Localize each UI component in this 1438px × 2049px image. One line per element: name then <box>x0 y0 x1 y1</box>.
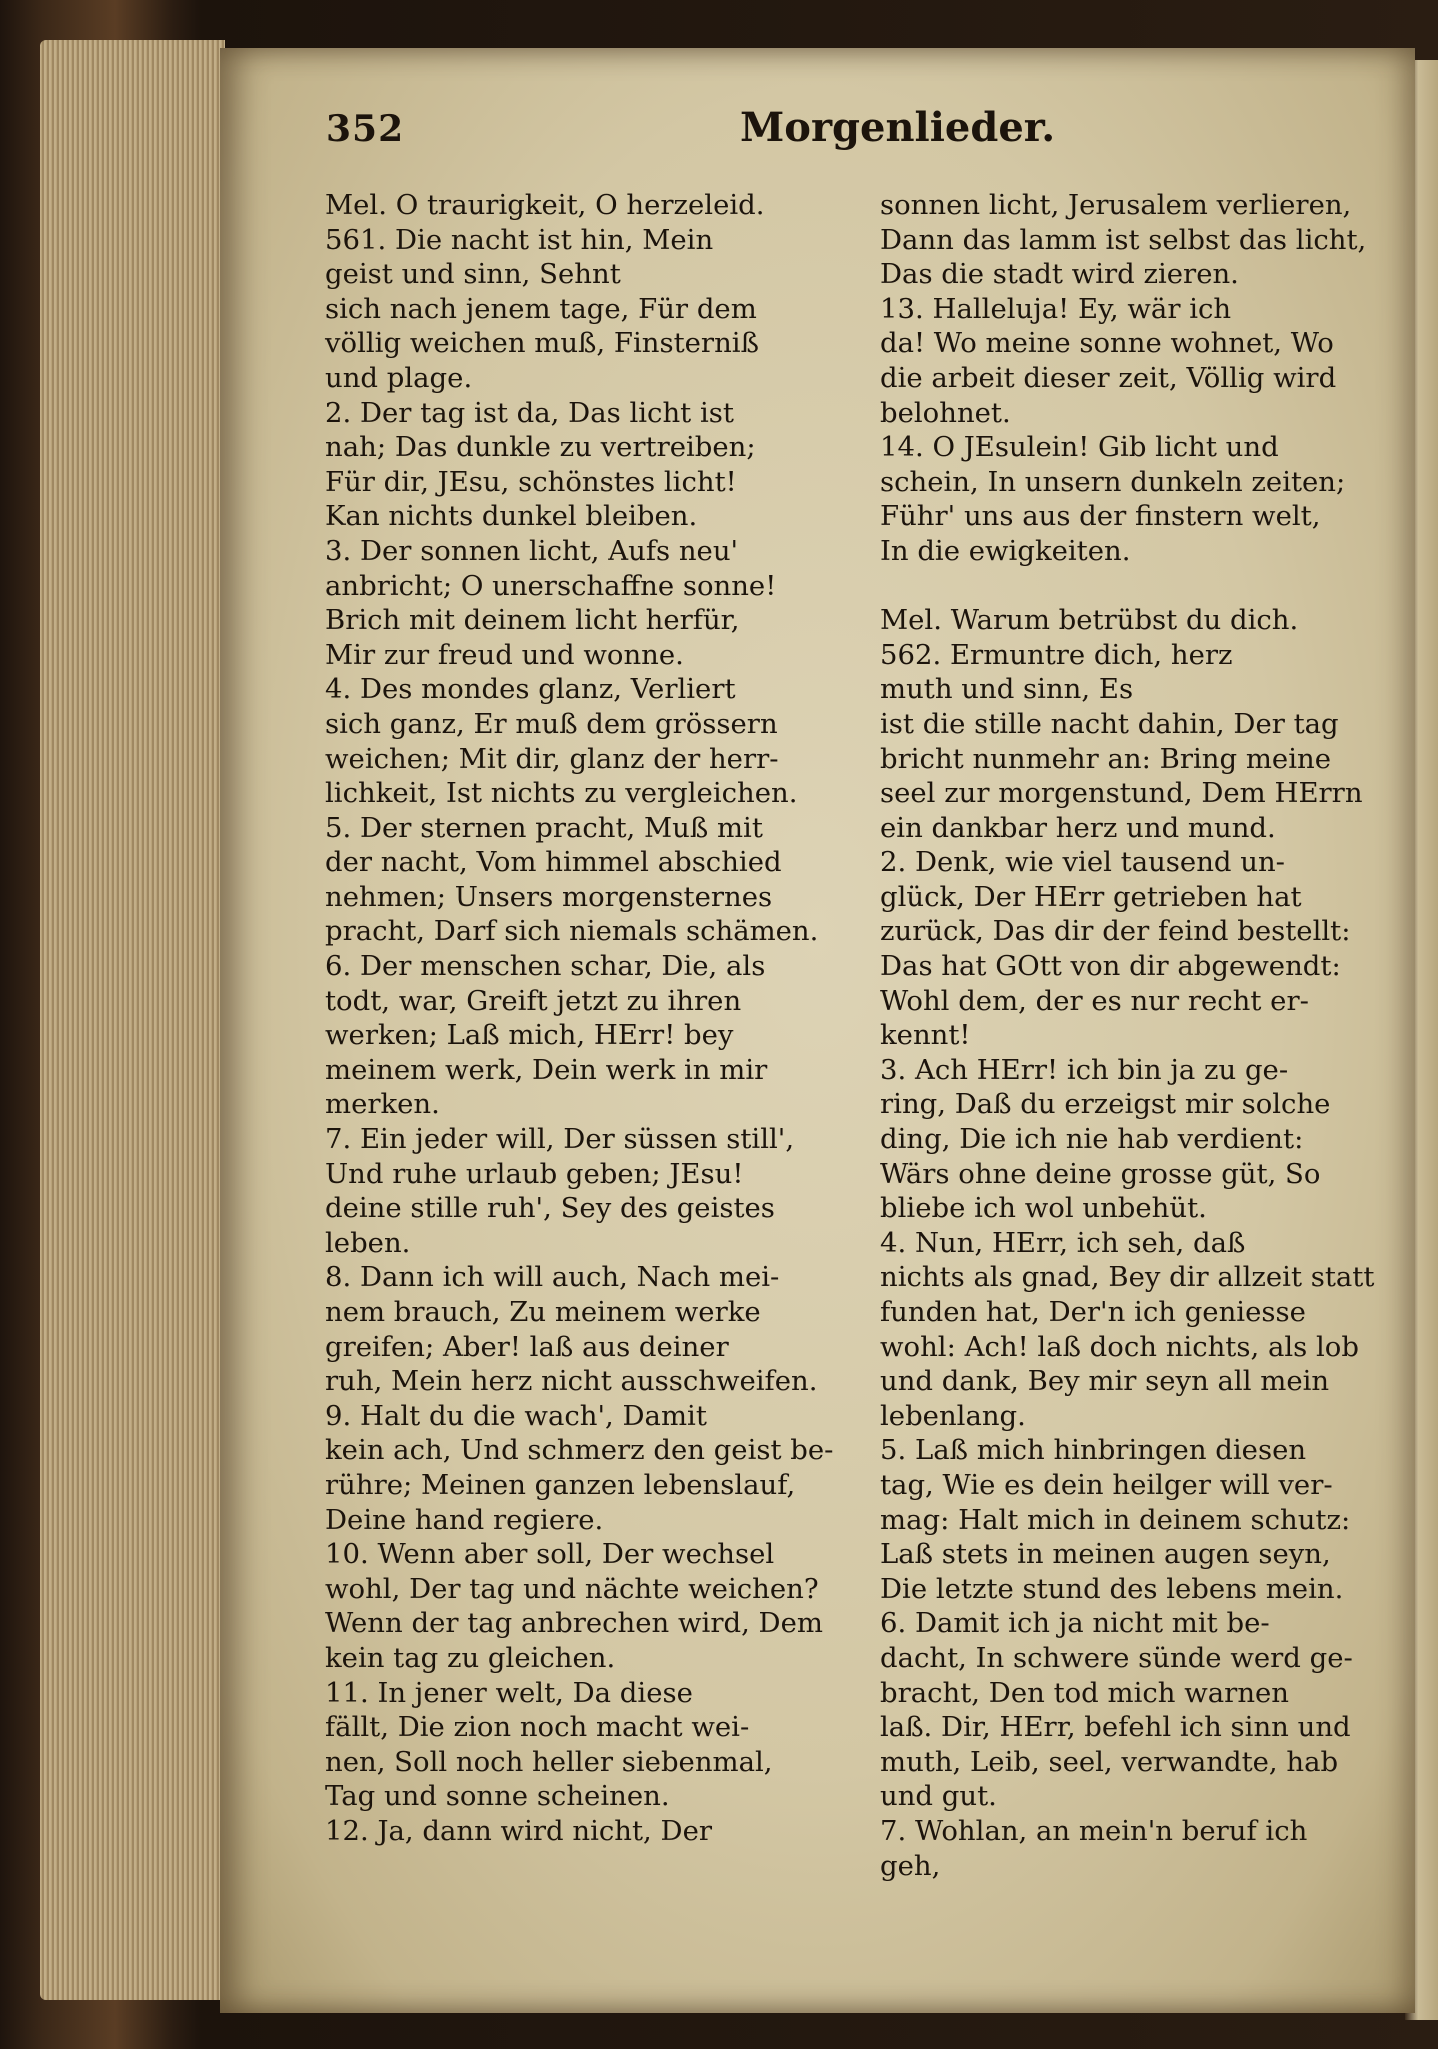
text-line: mag: Halt mich in deinem schutz: <box>880 1503 1351 1536</box>
text-line: deine stille ruh', Sey des geistes <box>325 1192 775 1225</box>
text-line: Für dir, JEsu, schönstes licht! <box>325 465 737 498</box>
text-line: laß. Dir, HErr, befehl ich sinn und <box>880 1711 1351 1744</box>
text-line: Das die stadt wird zieren. <box>880 258 1239 291</box>
text-line: und plage. <box>325 361 473 394</box>
text-line: todt, war, Greift jetzt zu ihren <box>325 984 742 1017</box>
text-line: weichen; Mit dir, glanz der herr- <box>325 742 779 775</box>
text-line: funden hat, Der'n ich geniesse <box>880 1296 1306 1328</box>
text-line: und dank, Bey mir seyn all mein <box>880 1365 1330 1398</box>
text-line: 9. Halt du die wach', Damit <box>325 1399 707 1432</box>
text-line: ruh, Mein herz nicht ausschweifen. <box>325 1365 818 1398</box>
text-line: kein ach, Und schmerz den geist be- <box>325 1434 834 1467</box>
text-line: 6. Der menschen schar, Die, als <box>325 950 766 983</box>
text-line: Dann das lamm ist selbst das licht, <box>880 223 1367 256</box>
text-line: Wärs ohne deine grosse güt, So <box>880 1157 1321 1190</box>
text-line: Tag und sonne scheinen. <box>325 1780 670 1813</box>
text-line: merken. <box>325 1088 440 1121</box>
text-line: Mel. O traurigkeit, O herzeleid. <box>325 189 765 221</box>
text-line: nah; Das dunkle zu vertreiben; <box>325 431 756 464</box>
text-line <box>880 569 1390 604</box>
text-line: pracht, Darf sich niemals schämen. <box>325 915 819 948</box>
text-line: wohl, Der tag und nächte weichen? <box>325 1572 819 1605</box>
text-line: geist und sinn, Sehnt <box>325 258 621 291</box>
text-line: Wohl dem, der es nur recht er- <box>880 984 1309 1017</box>
text-line: kein tag zu gleichen. <box>325 1641 616 1674</box>
text-line: dacht, In schwere sünde werd ge- <box>880 1641 1353 1674</box>
text-line: muth, Leib, seel, verwandte, hab <box>880 1745 1339 1778</box>
text-line: nichts als gnad, Bey dir allzeit statt <box>880 1261 1375 1294</box>
text-line: In die ewigkeiten. <box>880 534 1131 567</box>
text-line: fällt, Die zion noch macht wei- <box>325 1711 750 1744</box>
text-line: Kan nichts dunkel bleiben. <box>325 500 698 533</box>
text-line: 561. Die nacht ist hin, Mein <box>325 223 714 256</box>
text-line: sonnen licht, Jerusalem verlieren, <box>880 189 1352 221</box>
page-edges <box>40 40 225 2000</box>
text-line: 3. Der sonnen licht, Aufs neu' <box>325 534 739 567</box>
text-line: Das hat GOtt von dir abgewendt: <box>880 950 1341 983</box>
text-line: Führ' uns aus der finstern welt, <box>880 500 1321 533</box>
text-line: Deine hand regiere. <box>325 1503 604 1536</box>
left-column <box>325 188 865 1849</box>
text-line: Wenn der tag anbrechen wird, Dem <box>325 1607 823 1640</box>
text-line: greifen; Aber! laß aus deiner <box>325 1330 729 1363</box>
text-line: nem brauch, Zu meinem werke <box>325 1296 761 1328</box>
text-line: Mir zur freud und wonne. <box>325 638 684 671</box>
text-line: leben. <box>325 1226 411 1259</box>
text-line: Mel. Warum betrübst du dich. <box>880 604 1299 637</box>
text-line: lichkeit, Ist nichts zu vergleichen. <box>325 777 798 810</box>
text-line: zurück, Das dir der feind bestellt: <box>880 915 1351 948</box>
text-line: 562. Ermuntre dich, herz <box>880 638 1233 671</box>
page-number: 352 <box>326 108 405 150</box>
text-line: werken; Laß mich, HErr! bey <box>325 1019 734 1052</box>
text-line: meinem werk, Dein werk in mir <box>325 1053 768 1086</box>
text-line: 2. Denk, wie viel tausend un- <box>880 846 1285 879</box>
text-line: 10. Wenn aber soll, Der wechsel <box>325 1538 775 1571</box>
running-head: Morgenlieder. <box>740 104 1056 151</box>
text-line: bracht, Den tod mich warnen <box>880 1676 1290 1709</box>
text-line: bliebe ich wol unbehüt. <box>880 1192 1207 1225</box>
text-line: der nacht, Vom himmel abschied <box>325 846 782 879</box>
text-line: bricht nunmehr an: Bring meine <box>880 742 1331 775</box>
text-line: wohl: Ach! laß doch nichts, als lob <box>880 1330 1359 1363</box>
text-line: 7. Ein jeder will, Der süssen still', <box>325 1123 795 1156</box>
text-line: seel zur morgenstund, Dem HErrn <box>880 777 1363 810</box>
text-line: sich nach jenem tage, Für dem <box>325 292 757 325</box>
text-line: Die letzte stund des lebens mein. <box>880 1572 1344 1605</box>
text-line: 3. Ach HErr! ich bin ja zu ge- <box>880 1053 1289 1086</box>
text-line: kennt! <box>880 1019 971 1052</box>
text-line: tag, Wie es dein heilger will ver- <box>880 1468 1333 1501</box>
text-line: ist die stille nacht dahin, Der tag <box>880 707 1339 740</box>
text-line: sich ganz, Er muß dem grössern <box>325 707 778 740</box>
text-line: die arbeit dieser zeit, Völlig wird <box>880 361 1337 394</box>
text-line: glück, Der HErr getrieben hat <box>880 880 1302 913</box>
text-line: ring, Daß du erzeigst mir solche <box>880 1088 1331 1121</box>
text-line: anbricht; O unerschaffne sonne! <box>325 569 777 602</box>
text-line: 12. Ja, dann wird nicht, Der <box>325 1814 712 1847</box>
text-line: Laß stets in meinen augen seyn, <box>880 1538 1331 1571</box>
text-line: 11. In jener welt, Da diese <box>325 1676 693 1709</box>
text-line: 4. Des mondes glanz, Verliert <box>325 673 736 706</box>
text-line: 5. Der sternen pracht, Muß mit <box>325 811 763 844</box>
text-line: 7. Wohlan, an mein'n beruf ich <box>880 1814 1308 1847</box>
text-line: 4. Nun, HErr, ich seh, daß <box>880 1226 1246 1259</box>
text-line: rühre; Meinen ganzen lebenslauf, <box>325 1468 796 1501</box>
text-line: schein, In unsern dunkeln zeiten; <box>880 465 1346 498</box>
text-line: nehmen; Unsers morgensternes <box>325 880 773 913</box>
text-line: völlig weichen muß, Finsterniß <box>325 327 759 360</box>
text-line: 8. Dann ich will auch, Nach mei- <box>325 1261 780 1294</box>
text-line: muth und sinn, Es <box>880 673 1134 706</box>
text-line: belohnet. <box>880 396 1011 429</box>
text-line: 13. Halleluja! Ey, wär ich <box>880 292 1232 325</box>
text-line: nen, Soll noch heller siebenmal, <box>325 1745 773 1778</box>
text-line: Brich mit deinem licht herfür, <box>325 604 740 637</box>
text-line: 2. Der tag ist da, Das licht ist <box>325 396 734 429</box>
right-column <box>880 188 1390 1883</box>
text-line: 5. Laß mich hinbringen diesen <box>880 1434 1307 1467</box>
text-line: und gut. <box>880 1780 997 1813</box>
text-line: da! Wo meine sonne wohnet, Wo <box>880 327 1334 360</box>
text-line: lebenlang. <box>880 1399 1026 1432</box>
text-line: 14. O JEsulein! Gib licht und <box>880 431 1279 464</box>
text-line: geh, <box>880 1849 941 1882</box>
text-line: Und ruhe urlaub geben; JEsu! <box>325 1157 744 1190</box>
text-line: 6. Damit ich ja nicht mit be- <box>880 1607 1270 1640</box>
text-line: ding, Die ich nie hab verdient: <box>880 1123 1304 1156</box>
text-line: ein dankbar herz und mund. <box>880 811 1276 844</box>
